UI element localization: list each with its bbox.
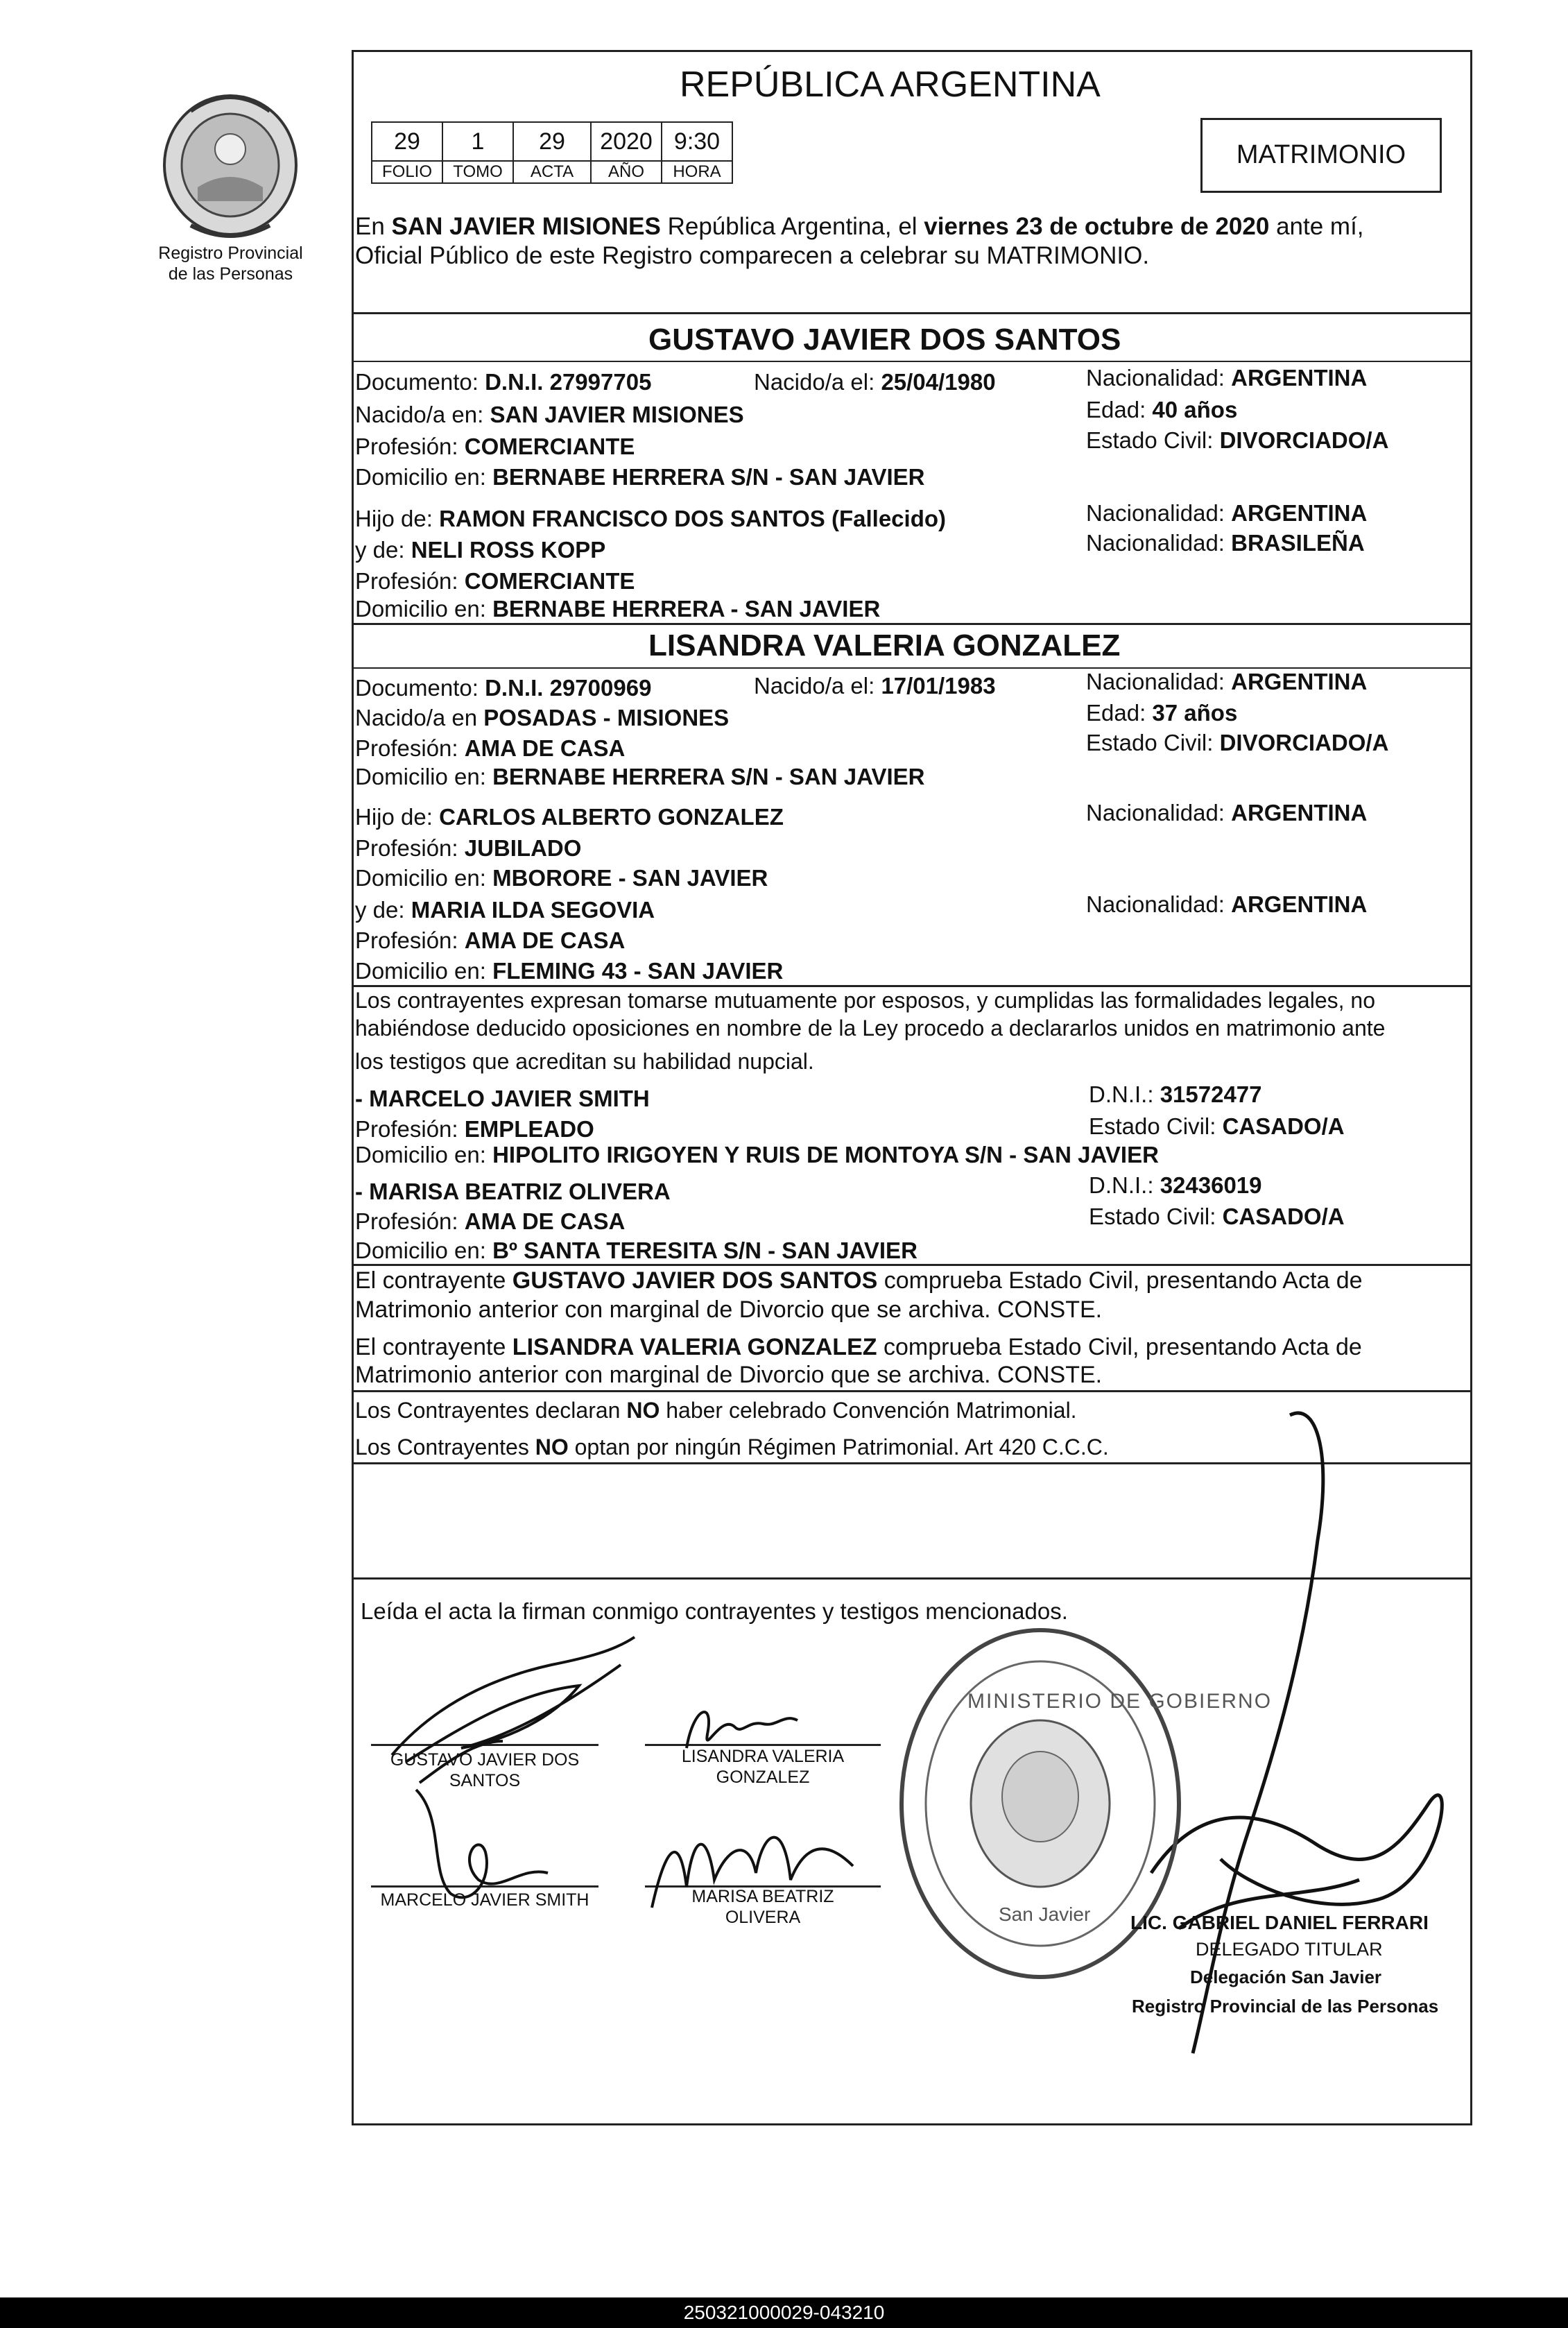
groom-civil-status [1086,427,1388,454]
field-label: Profesión: [355,927,465,953]
groom-nationality [1086,364,1367,392]
field-label: y de: [355,537,411,563]
groom-father-nationality [1086,499,1367,527]
divider [352,623,1472,625]
field-label: Edad: [1086,397,1153,422]
field-value: FLEMING 43 - SAN JAVIER [492,958,784,984]
regime-text: optan por ningún Régimen Patrimonial. Art 420 C.C.C. [568,1435,1109,1460]
bride-mother [355,896,655,924]
bride-civil-proof-line-1 [355,1333,1362,1361]
registry-label [135,243,326,284]
signature-name-line: GUSTAVO JAVIER DOS [390,1750,580,1770]
record-type-box [1200,118,1442,193]
field-label: Profesión: [355,434,465,459]
registry-label-line1: Registro Provincial [158,243,303,263]
regime-negation: NO [626,1398,660,1423]
groom-age [1086,396,1237,424]
regime-line-2 [355,1433,1109,1461]
ano-value: 2020 [591,122,662,161]
proof-text: comprueba Estado Civil, presentando Acta de [877,1334,1362,1360]
field-value: COMERCIANTE [464,568,635,594]
bride-document [355,674,651,702]
field-value: Bº SANTA TERESITA S/N - SAN JAVIER [492,1238,917,1263]
field-label: Nacionalidad: [1086,365,1232,391]
provincial-seal-logo [149,83,312,243]
field-value: MBORORE - SAN JAVIER [492,865,768,891]
handwritten-signature-bride [673,1693,811,1769]
bride-father [355,803,784,831]
tomo-label: TOMO [442,161,513,183]
witness-1-civil-status [1089,1113,1345,1140]
bride-father-address [355,864,768,892]
handwritten-signature-witness-2 [645,1804,874,1928]
proof-text: El contrayente [355,1334,512,1360]
bride-mother-nationality [1086,891,1367,918]
field-label: Nacionalidad: [1086,530,1232,556]
field-label: Domicilio en: [355,958,493,984]
field-value: 17/01/1983 [881,673,996,699]
divider [352,361,1472,362]
bride-name-heading: LISANDRA VALERIA GONZALEZ [648,628,1121,662]
intro-line-2: Oficial Público de este Registro comparecen a celebrar su MATRIMONIO. [355,242,1150,269]
groom-document [355,368,651,396]
field-label: Domicilio en: [355,1238,493,1263]
witness-2-civil-status [1089,1203,1345,1231]
ano-label: AÑO [591,161,662,183]
registry-label-line2: de las Personas [168,264,293,284]
groom-mother [355,536,605,564]
field-label: Estado Civil: [1086,730,1220,755]
bride-father-profession [355,835,581,862]
witness-1-dni [1089,1081,1262,1109]
field-value: 40 años [1152,397,1238,422]
record-fields-table [371,121,733,184]
document-barcode-text: 250321000029-043210 [683,2302,885,2323]
signature-name-line: GONZALEZ [716,1768,810,1787]
hora-label: HORA [662,161,732,183]
field-label: Nacionalidad: [1086,891,1232,917]
acta-label: ACTA [513,161,591,183]
groom-parents-profession [355,567,635,595]
bride-address [355,763,925,791]
stamp-inner-text: MINISTERIO DE GOBIERNO [967,1690,1273,1713]
folio-label: FOLIO [372,161,442,183]
hora-value: 9:30 [662,122,732,161]
bride-civil-status [1086,729,1388,757]
intro-place: SAN JAVIER MISIONES [391,213,661,240]
bride-age [1086,699,1237,727]
bride-birth-date [754,672,996,700]
witness-2-address [355,1237,917,1265]
field-label: Nacido/a en: [355,402,490,427]
field-value: JUBILADO [464,835,582,861]
signature-name-line: OLIVERA [725,1908,801,1927]
regime-text: haber celebrado Convención Matrimonial. [660,1398,1077,1423]
bride-nationality [1086,668,1367,696]
field-value: D.N.I. 27997705 [485,369,652,395]
regime-line-1 [355,1396,1077,1424]
witness-2-dni [1089,1172,1262,1199]
field-label: Nacionalidad: [1086,500,1232,526]
groom-civil-proof-line-1 [355,1267,1363,1294]
field-label: Domicilio en: [355,764,493,789]
groom-mother-nationality [1086,529,1365,557]
field-value: ARGENTINA [1231,669,1368,694]
field-values-row [372,122,732,161]
field-value: NELI ROSS KOPP [411,537,606,563]
field-value: AMA DE CASA [464,927,626,953]
field-label: Documento: [355,675,485,701]
field-value: DIVORCIADO/A [1219,427,1389,453]
proof-name: GUSTAVO JAVIER DOS SANTOS [512,1267,878,1294]
field-label: Domicilio en: [355,596,493,622]
folio-value: 29 [372,122,442,161]
field-label: Hijo de: [355,506,440,531]
signature-name-line: MARCELO JAVIER SMITH [380,1890,589,1910]
field-value: CASADO/A [1222,1113,1345,1139]
bride-father-nationality [1086,799,1367,827]
groom-birth-place [355,401,744,429]
field-label: Edad: [1086,700,1153,726]
official-registry: Registro Provincial de las Personas [1132,1996,1439,2017]
field-label: Profesión: [355,835,465,861]
field-label: Estado Civil: [1089,1113,1223,1139]
field-label: Profesión: [355,1208,465,1234]
divider [352,312,1472,314]
official-title: DELEGADO TITULAR [1196,1939,1383,1960]
field-value: 37 años [1152,700,1238,726]
field-label: Profesión: [355,568,465,594]
witness-2-profession [355,1208,625,1235]
field-value: SAN JAVIER MISIONES [490,402,744,427]
handwritten-signature-witness-1 [388,1776,569,1915]
field-label: Nacido/a en [355,705,484,730]
field-label: Estado Civil: [1089,1204,1223,1229]
intro-text: ante mí, [1269,213,1364,240]
groom-profession [355,433,635,461]
field-label: y de: [355,897,411,923]
intro-text: República Argentina, el [660,213,924,240]
intro-date: viernes 23 de octubre de 2020 [924,213,1270,240]
bride-civil-proof-line-2: Matrimonio anterior con marginal de Divorcio que se archiva. CONSTE. [355,1362,1103,1388]
field-label: Domicilio en: [355,865,493,891]
signature-name-line: MARISA BEATRIZ [691,1887,834,1906]
field-label: Nacido/a el: [754,673,881,699]
field-value: BRASILEÑA [1231,530,1365,556]
signature-name-line: LISANDRA VALERIA [681,1747,845,1766]
intro-text: En [355,213,392,240]
bride-birth-place [355,704,729,732]
signature-name-line: SANTOS [449,1771,521,1790]
field-value: D.N.I. 29700969 [485,675,652,701]
witness-1-address [355,1141,1159,1169]
proof-text: comprueba Estado Civil, presentando Acta de [877,1267,1363,1294]
field-value: BERNABE HERRERA S/N - SAN JAVIER [492,464,925,490]
field-label: Domicilio en: [355,464,493,490]
declaration-line-1: Los contrayentes expresan tomarse mutuamente por esposos, y cumplidas las formalidades legales, no [355,988,1375,1013]
proof-name: LISANDRA VALERIA GONZALEZ [512,1334,877,1360]
declaration-line-2: habiéndose deducido oposiciones en nombre de la Ley procedo a declararlos unidos en matrimonio ante [355,1016,1386,1041]
field-value: POSADAS - MISIONES [483,705,730,730]
bride-profession [355,735,625,762]
record-type-label: MATRIMONIO [1236,140,1406,169]
stamp-town: San Javier [999,1903,1091,1925]
field-value: BERNABE HERRERA - SAN JAVIER [492,596,881,622]
declaration-line-3: los testigos que acreditan su habilidad nupcial. [355,1049,814,1074]
field-value: HIPOLITO IRIGOYEN Y RUIS DE MONTOYA S/N - SAN JAVIER [492,1142,1159,1167]
witness-2-name: - MARISA BEATRIZ OLIVERA [355,1179,671,1204]
field-value: CARLOS ALBERTO GONZALEZ [439,804,784,830]
field-value: ARGENTINA [1231,365,1368,391]
bride-mother-address [355,957,783,985]
field-value: ARGENTINA [1231,500,1368,526]
field-label: Nacido/a el: [754,369,881,395]
field-label: Estado Civil: [1086,427,1220,453]
witness-1-profession [355,1115,594,1143]
document-title: REPÚBLICA ARGENTINA [680,65,1101,105]
field-label: Hijo de: [355,804,440,830]
regime-text: Los Contrayentes [355,1435,535,1460]
proof-text: El contrayente [355,1267,512,1294]
field-value: RAMON FRANCISCO DOS SANTOS (Fallecido) [439,506,946,531]
groom-address [355,463,925,491]
field-value: MARIA ILDA SEGOVIA [411,897,655,923]
field-label: D.N.I.: [1089,1081,1160,1107]
field-label: Nacionalidad: [1086,800,1232,825]
regime-text: Los Contrayentes declaran [355,1398,627,1423]
field-value: AMA DE CASA [464,735,626,761]
regime-negation: NO [535,1435,569,1460]
field-value: ARGENTINA [1231,891,1368,917]
field-value: EMPLEADO [464,1116,594,1142]
tomo-value: 1 [442,122,513,161]
divider [352,1390,1472,1392]
groom-civil-proof-line-2: Matrimonio anterior con marginal de Divorcio que se archiva. CONSTE. [355,1296,1103,1323]
field-value: 25/04/1980 [881,369,996,395]
field-value: AMA DE CASA [464,1208,626,1234]
groom-birth-date [754,368,996,396]
groom-name-heading: GUSTAVO JAVIER DOS SANTOS [648,323,1121,357]
field-label: Profesión: [355,1116,465,1142]
field-value: 31572477 [1160,1081,1262,1107]
field-label: Documento: [355,369,485,395]
witness-1-name: - MARCELO JAVIER SMITH [355,1086,650,1111]
field-label: Profesión: [355,735,465,761]
divider [352,1264,1472,1266]
bride-mother-profession [355,927,625,955]
field-value: BERNABE HERRERA S/N - SAN JAVIER [492,764,925,789]
field-labels-row [372,161,732,183]
field-label: Nacionalidad: [1086,669,1232,694]
field-value: 32436019 [1160,1172,1262,1198]
official-office: Delegación San Javier [1190,1967,1382,1987]
field-label: D.N.I.: [1089,1172,1160,1198]
field-label: Domicilio en: [355,1142,493,1167]
field-value: CASADO/A [1222,1204,1345,1229]
closing-statement: Leída el acta la firman conmigo contrayentes y testigos mencionados. [361,1598,1068,1624]
intro-line-1 [355,213,1364,241]
groom-father [355,505,946,533]
official-name: LIC. GABRIEL DANIEL FERRARI [1130,1912,1429,1933]
field-value: COMERCIANTE [464,434,635,459]
field-value: DIVORCIADO/A [1219,730,1389,755]
groom-parents-address [355,595,880,623]
field-value: ARGENTINA [1231,800,1368,825]
acta-value: 29 [513,122,591,161]
